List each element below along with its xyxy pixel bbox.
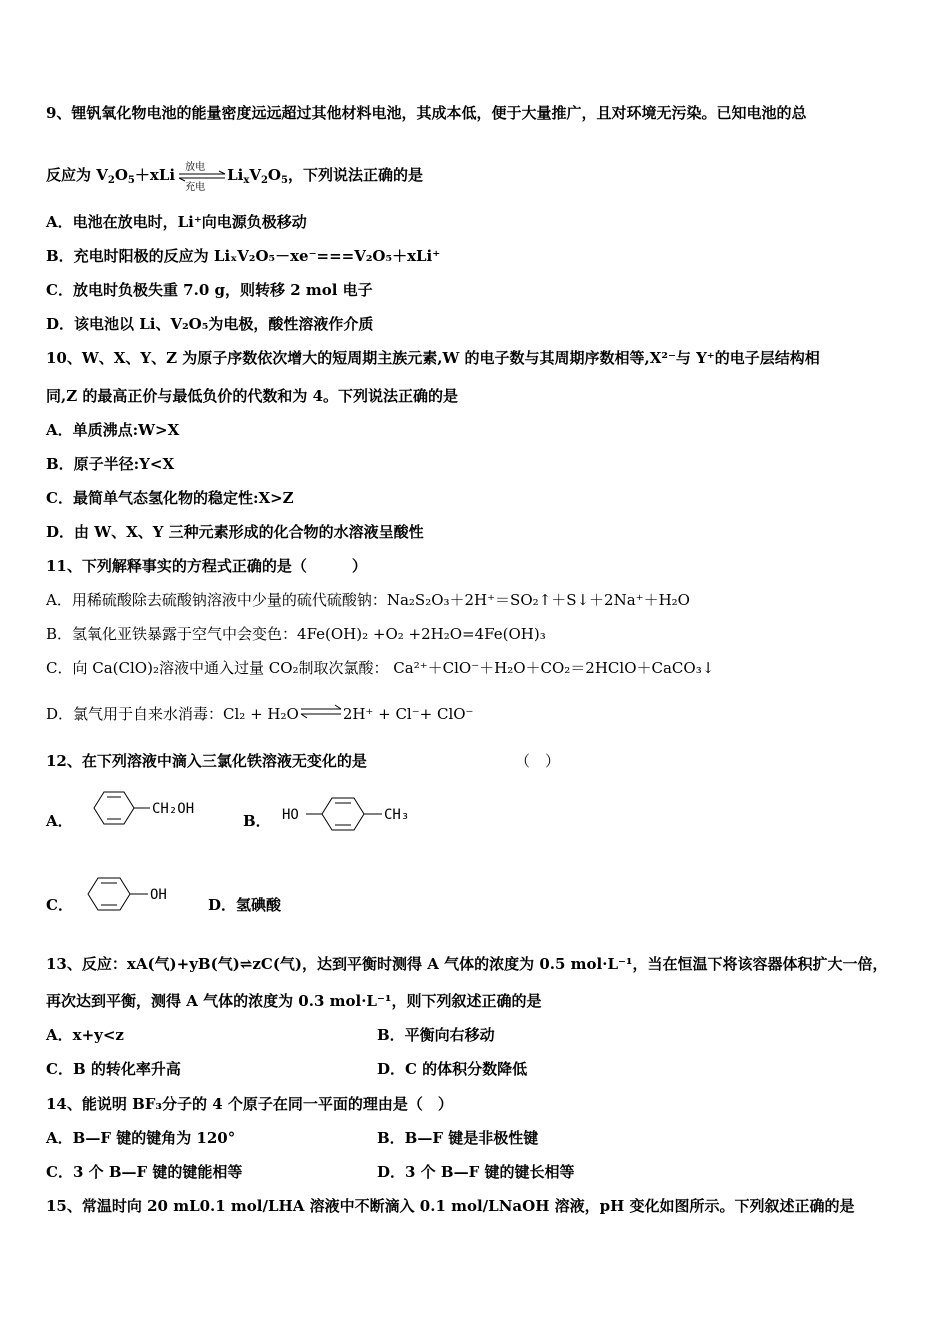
- q11-option-c: C．向 Ca(ClO)₂溶液中通入过量 CO₂制取次氯酸： Ca²⁺＋ClO⁻＋H₂O＋CO₂＝2HClO＋CaCO₃↓: [46, 659, 715, 677]
- q13-option-b: B．平衡向右移动: [377, 1026, 495, 1044]
- q11-option-b: B．氢氧化亚铁暴露于空气中会变色：4Fe(OH)₂ +O₂ +2H₂O=4Fe(OH)₃: [46, 625, 546, 643]
- mol-c-group: OH: [150, 887, 167, 903]
- q12-label-b: B．: [243, 812, 271, 830]
- q13-option-d: D．C 的体积分数降低: [377, 1060, 528, 1078]
- reversible-arrow-icon: [175, 160, 227, 193]
- q9-sub: 5: [127, 175, 135, 186]
- q12-stem: 12、在下列溶液中滴入三氯化铁溶液无变化的是: [46, 752, 367, 770]
- q13-stem-line1: 13、反应：xA(气)+yB(气)⇌zC(气)，达到平衡时测得 A 气体的浓度为 0.5 mol·L⁻¹，当在恒温下将该容器体积扩大一倍，: [46, 955, 888, 973]
- q9-option-c: C．放电时负极失重 7.0 g，则转移 2 mol 电子: [46, 281, 373, 299]
- q11-option-d: [46, 703, 473, 724]
- q13-option-a: A．x+y<z: [46, 1026, 124, 1044]
- mol-b-right: CH₃: [384, 807, 410, 823]
- q9-text: 反应为 V: [46, 166, 108, 184]
- q12-label-c: C．: [46, 896, 73, 914]
- q9-stem-line1: 9、锂钒氧化物电池的能量密度远远超过其他材料电池，其成本低，便于大量推广，且对环境无污染。已知电池的总: [46, 104, 807, 122]
- q11-option-d-post: 2H⁺ + Cl⁻+ ClO⁻: [342, 705, 474, 723]
- q14-stem: 14、能说明 BF₃分子的 4 个原子在同一平面的理由是（ ）: [46, 1095, 453, 1113]
- q10-option-d: D．由 W、X、Y 三种元素形成的化合物的水溶液呈酸性: [46, 523, 424, 541]
- q14-option-d: D．3 个 B—F 键的键长相等: [377, 1163, 575, 1181]
- q12-option-d: D．氢碘酸: [208, 896, 282, 914]
- q9-text: Li: [227, 166, 244, 184]
- q9-sub: 2: [260, 175, 268, 186]
- q10-option-a: A．单质沸点:W>X: [46, 421, 180, 439]
- q14-option-c: C．3 个 B—F 键的键能相等: [46, 1163, 243, 1181]
- q9-sub: 2: [107, 175, 115, 186]
- q13-option-c: C．B 的转化率升高: [46, 1060, 181, 1078]
- q11-stem: 11、下列解释事实的方程式正确的是（ ）: [46, 557, 367, 575]
- q9-text: O: [267, 166, 281, 184]
- q10-stem-line2: 同,Z 的最高正价与最低负价的代数和为 4。下列说法正确的是: [46, 387, 459, 405]
- q14-option-a: A．B—F 键的键角为 120°: [46, 1129, 236, 1147]
- q15-stem: 15、常温时向 20 mL0.1 mol/LHA 溶液中不断滴入 0.1 mol/LNaOH 溶液，pH 变化如图所示。下列叙述正确的是: [46, 1197, 855, 1215]
- q9-option-b: B．充电时阳极的反应为 LiₓV₂O₅－xe⁻===V₂O₅＋xLi⁺: [46, 247, 441, 265]
- q9-text: V: [249, 166, 261, 184]
- q9-option-a: A．电池在放电时，Li⁺向电源负极移动: [46, 213, 307, 231]
- mol-a-group: CH₂OH: [152, 801, 195, 817]
- p-cresol-structure: [280, 794, 420, 834]
- q11-option-a: A．用稀硫酸除去硫酸钠溶液中少量的硫代硫酸钠：Na₂S₂O₃＋2H⁺＝SO₂↑＋S↓＋2Na⁺＋H₂O: [46, 591, 690, 609]
- mol-b-left: HO: [282, 807, 299, 823]
- q9-text: O: [114, 166, 128, 184]
- q9-option-d: D．该电池以 Li、V₂O₅为电极，酸性溶液作介质: [46, 315, 374, 333]
- phenol-structure: [84, 876, 184, 916]
- equilibrium-arrow-icon: [299, 703, 343, 723]
- q9-sub: 5: [281, 175, 288, 186]
- q9-sub: x: [243, 175, 250, 186]
- q11-option-d-pre: D．氯气用于自来水消毒：Cl₂ + H₂O: [46, 705, 299, 723]
- q10-option-c: C．最简单气态氢化物的稳定性:X>Z: [46, 489, 294, 507]
- benzyl-alcohol-structure: [86, 790, 216, 830]
- q14-option-b: B．B—F 键是非极性键: [377, 1129, 539, 1147]
- q9-text: ，下列说法正确的是: [287, 166, 423, 184]
- q9-text: ＋xLi: [134, 166, 176, 184]
- q10-stem-line1: 10、W、X、Y、Z 为原子序数依次增大的短周期主族元素,W 的电子数与其周期序数相等,X²⁻与 Y⁺的电子层结构相: [46, 349, 820, 367]
- q13-stem-line2: 再次达到平衡，测得 A 气体的浓度为 0.3 mol·L⁻¹，则下列叙述正确的是: [46, 992, 542, 1010]
- arrow-top-label: 放电: [185, 162, 206, 173]
- q12-answer-paren: （ ）: [515, 752, 561, 770]
- arrow-bottom-label: 充电: [185, 182, 206, 193]
- q10-option-b: B．原子半径:Y<X: [46, 455, 175, 473]
- q9-stem-line2: [46, 160, 423, 193]
- q12-label-a: A．: [46, 812, 73, 830]
